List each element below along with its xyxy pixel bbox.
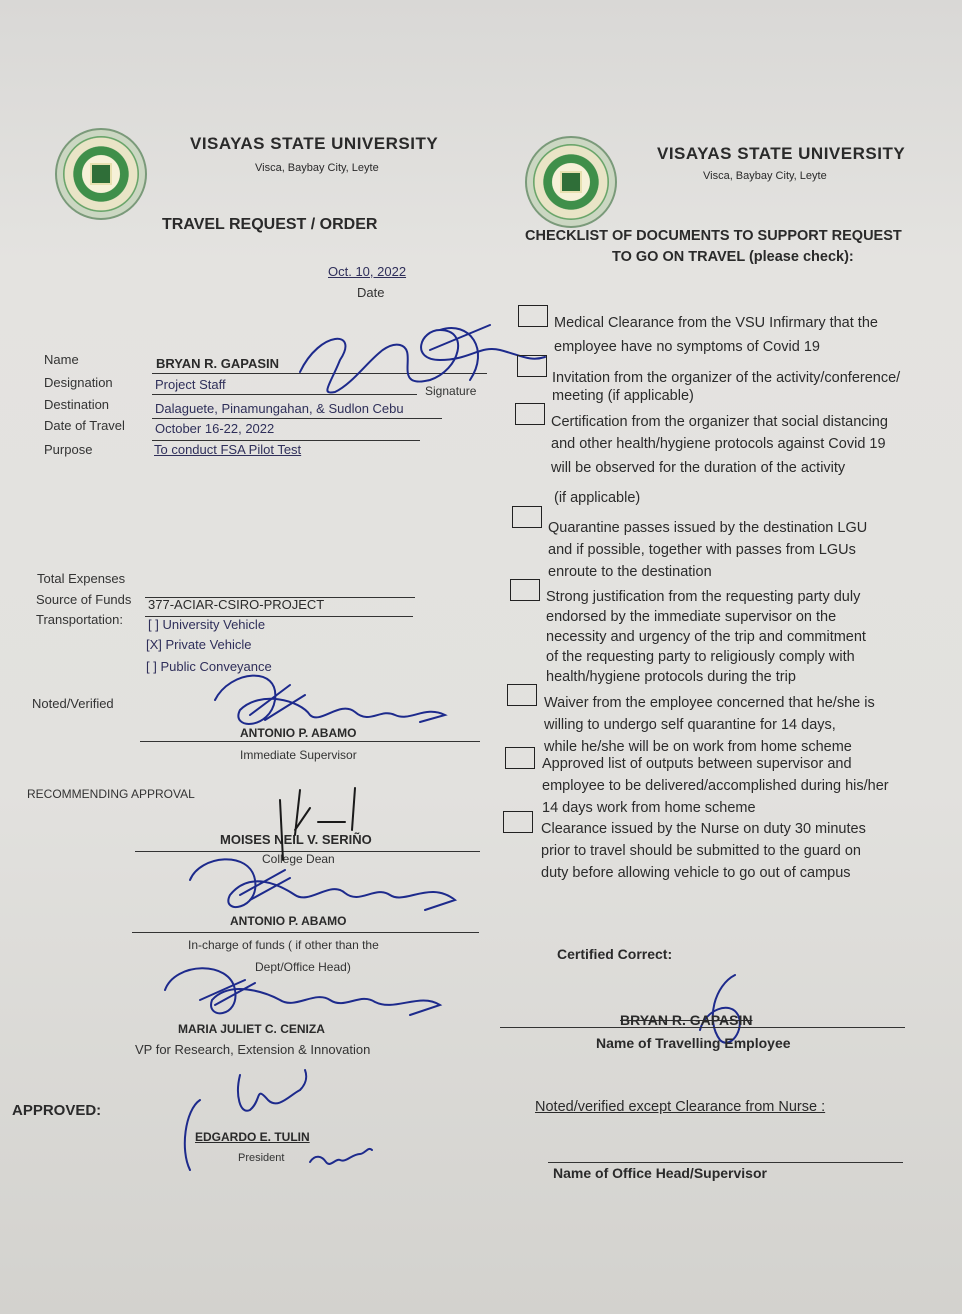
source-of-funds-label: Source of Funds [36, 592, 132, 607]
item-line: enroute to the destination [548, 564, 712, 580]
dean-name: MOISES NEIL V. SERIÑO [220, 832, 372, 847]
vp-title: VP for Research, Extension & Innovation [135, 1042, 371, 1057]
name-label: Name [44, 352, 79, 367]
checkbox-quarantine-passes[interactable] [512, 506, 542, 528]
transport-option-private: [X] Private Vehicle [146, 637, 252, 652]
item-line [551, 479, 888, 487]
item-invitation [552, 367, 900, 407]
transportation-label: Transportation: [36, 612, 123, 627]
designation-label: Designation [44, 375, 113, 390]
item-line: will be observed for the duration of the activity [551, 460, 846, 476]
request-date-label: Date [357, 285, 385, 300]
item-line: employee have no symptoms of Covid 19 [554, 339, 820, 355]
traveller-name: BRYAN R. GAPASIN [620, 1012, 753, 1028]
checkbox-invitation[interactable] [517, 355, 547, 377]
destination-underline [152, 418, 442, 419]
purpose-value: To conduct FSA Pilot Test [154, 442, 302, 457]
noted-except-nurse: Noted/verified except Clearance from Nurse : [535, 1099, 826, 1115]
item-line: Certification from the organizer that social distancing [551, 414, 888, 430]
vsu-seal-right [525, 136, 617, 228]
traveller-line [500, 1027, 905, 1028]
university-name-right: VISAYAS STATE UNIVERSITY [657, 144, 906, 163]
approved-label: APPROVED: [12, 1102, 102, 1119]
item-line: Invitation from the organizer of the activity/conference/ [552, 370, 901, 386]
item-approved-outputs [542, 753, 889, 819]
item-certification [551, 411, 888, 509]
item-line: prior to travel should be submitted to the guard on [541, 843, 861, 859]
traveller-label: Name of Travelling Employee [596, 1035, 791, 1051]
item-waiver [544, 692, 875, 758]
office-head-label: Name of Office Head/Supervisor [553, 1165, 767, 1181]
funds-title-2: Dept/Office Head) [255, 960, 351, 974]
date-of-travel-label: Date of Travel [44, 418, 125, 433]
item-line: (if applicable) [554, 490, 641, 506]
item-nurse-clearance [541, 818, 866, 884]
item-line: employee to be delivered/accomplished during his/her [542, 778, 889, 794]
dean-title: College Dean [262, 852, 335, 866]
funds-title-1: In-charge of funds ( if other than the [188, 938, 379, 952]
destination-label: Destination [44, 397, 110, 412]
university-name-left: VISAYAS STATE UNIVERSITY [190, 134, 439, 153]
source-of-funds-value: 377-ACIAR-CSIRO-PROJECT [148, 597, 325, 612]
checklist-title-2: TO GO ON TRAVEL (please check): [612, 249, 854, 265]
certified-correct-label: Certified Correct: [557, 946, 673, 962]
purpose-label: Purpose [44, 442, 93, 457]
designation-underline [152, 394, 417, 395]
date-of-travel-value: October 16-22, 2022 [155, 421, 275, 436]
item-line: meeting (if applicable) [552, 388, 694, 404]
checkbox-medical-clearance[interactable] [518, 305, 548, 327]
item-line: Medical Clearance from the VSU Infirmary that the [554, 315, 878, 331]
item-line: Strong justification from the requesting party duly [546, 589, 861, 605]
item-line: endorsed by the immediate supervisor on the [546, 609, 837, 625]
name-value: BRYAN R. GAPASIN [156, 356, 280, 371]
office-head-line [548, 1162, 903, 1163]
transport-option-university: [ ] University Vehicle [148, 617, 266, 632]
item-line: while he/she will be on work from home scheme [544, 739, 852, 755]
supervisor-title: Immediate Supervisor [240, 748, 357, 762]
designation-value: Project Staff [155, 377, 226, 392]
funds-incharge-name: ANTONIO P. ABAMO [230, 914, 347, 928]
item-line: duty before allowing vehicle to go out of campus [541, 865, 851, 881]
funds-line [132, 932, 479, 933]
item-line: health/hygiene protocols during the trip [546, 669, 796, 685]
university-address-right: Visca, Baybay City, Leyte [703, 170, 827, 182]
president-name: EDGARDO E. TULIN [195, 1130, 310, 1144]
item-quarantine-passes [548, 517, 867, 583]
item-line: Waiver from the employee concerned that he/she is [544, 695, 875, 711]
transport-option-public: [ ] Public Conveyance [146, 659, 272, 674]
vp-name: MARIA JULIET C. CENIZA [178, 1022, 325, 1036]
item-line: Clearance issued by the Nurse on duty 30 minutes [541, 821, 866, 837]
item-line: and if possible, together with passes from LGUs [548, 542, 856, 558]
supervisor-line [140, 741, 480, 742]
destination-value: Dalaguete, Pinamungahan, & Sudlon Cebu [155, 401, 404, 416]
item-medical-clearance [554, 312, 878, 358]
item-line: of the requesting party to religiously comply with [546, 649, 855, 665]
name-underline [152, 373, 487, 374]
item-line: Quarantine passes issued by the destination LGU [548, 520, 868, 536]
checkbox-certification[interactable] [515, 403, 545, 425]
vsu-seal-left [55, 128, 147, 220]
noted-verified-label: Noted/Verified [32, 696, 114, 711]
total-expenses-label: Total Expenses [37, 571, 126, 586]
checkbox-nurse-clearance[interactable] [503, 811, 533, 833]
item-line: 14 days work from home scheme [542, 800, 756, 816]
item-line: willing to undergo self quarantine for 14 days, [544, 717, 836, 733]
travel-request-title: TRAVEL REQUEST / ORDER [162, 216, 378, 233]
checkbox-strong-justification[interactable] [510, 579, 540, 601]
university-address-left: Visca, Baybay City, Leyte [255, 162, 379, 174]
signature-label: Signature [425, 384, 477, 398]
checklist-title-1: CHECKLIST OF DOCUMENTS TO SUPPORT REQUEST [525, 228, 902, 244]
item-line: necessity and urgency of the trip and commitment [546, 629, 866, 645]
item-line: and other health/hygiene protocols against Covid 19 [551, 436, 886, 452]
request-date-value: Oct. 10, 2022 [328, 264, 407, 279]
item-line: Approved list of outputs between supervisor and [542, 756, 852, 772]
checkbox-approved-outputs[interactable] [505, 747, 535, 769]
supervisor-name: ANTONIO P. ABAMO [240, 726, 357, 740]
president-title: President [238, 1152, 285, 1164]
item-strong-justification [546, 586, 866, 688]
date-of-travel-underline [152, 440, 420, 441]
recommending-approval-label: RECOMMENDING APPROVAL [27, 787, 195, 801]
checkbox-waiver[interactable] [507, 684, 537, 706]
